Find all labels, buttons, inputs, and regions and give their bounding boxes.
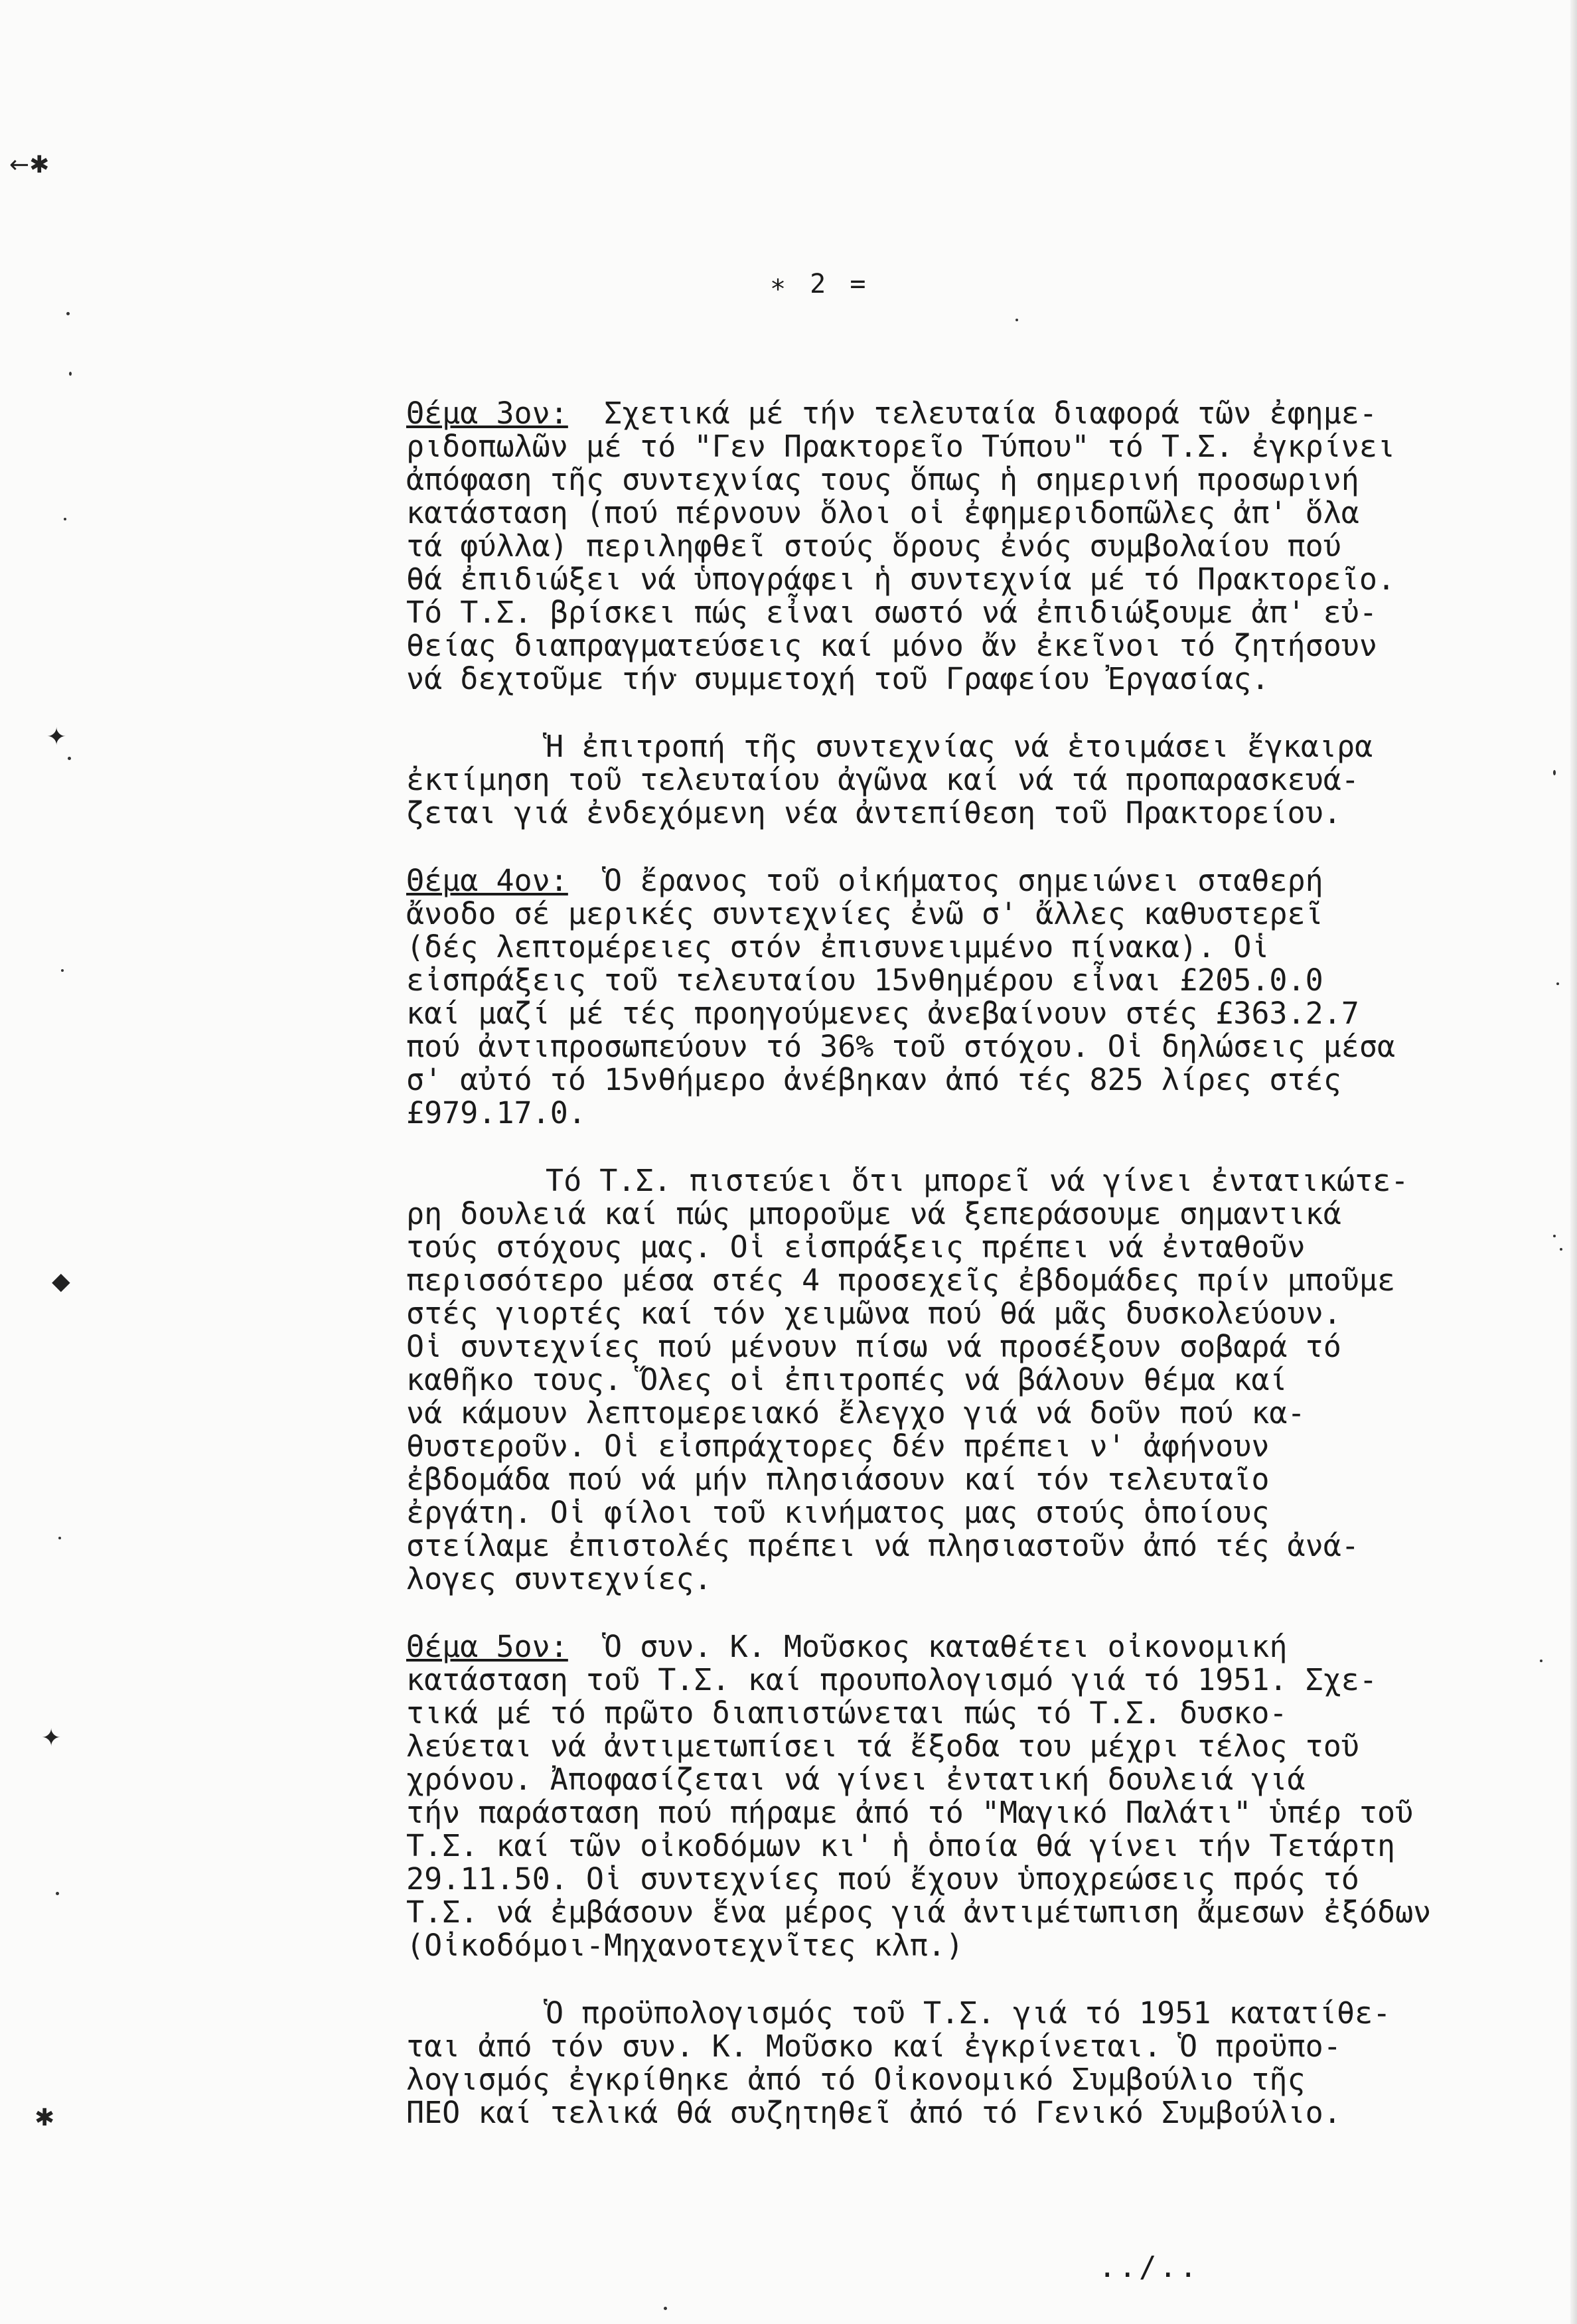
paragraph-line: θά ἐπιδιώξει νά ὑπογράφει ἡ συντεχνία μέ τό Πρακτορεῖο. — [406, 562, 1396, 597]
paragraph-line: Θέμα 5ον: Ὁ συν. Κ. Μοῦσκος καταθέτει οἰκονομική — [406, 1629, 1288, 1664]
paragraph-line: τήν παράσταση πού πήραμε ἀπό τό "Μαγικό Παλάτι" ὑπέρ τοῦ — [406, 1795, 1414, 1830]
paragraph-line: λογες συντεχνίες. — [406, 1561, 712, 1596]
margin-mark: ✦ — [41, 1725, 62, 1752]
paragraph-line: Ὁ προϋπολογισμός τοῦ Τ.Σ. γιά τό 1951 κατατίθε- — [546, 1995, 1391, 2031]
paragraph-line: 29.11.50. Οἱ συντεχνίες πού ἔχουν ὑποχρεώσεις πρός τό — [406, 1861, 1359, 1897]
paragraph-line: (Οἰκοδόμοι-Μηχανοτεχνῖτες κλπ.) — [406, 1928, 964, 1963]
page-number: ∗ 2 = — [770, 269, 870, 299]
paragraph-line: περισσότερο μέσα στές 4 προσεχεῖς ἐβδομάδες πρίν μποῦμε — [406, 1263, 1396, 1298]
paragraph-committee — [406, 730, 1554, 830]
paragraph-line: ζεται γιά ἐνδεχόμενη νέα ἀντεπίθεση τοῦ Πρακτορείου. — [406, 795, 1341, 830]
paragraph-line: (δές λεπτομέρειες στόν ἐπισυνειμμένο πίνακα). Οἱ — [406, 929, 1270, 965]
paragraph-line: νά δεχτοῦμε τήν συμμετοχή τοῦ Γραφείου Ἐργασίας. — [406, 661, 1270, 696]
paragraph-line: λεύεται νά ἀντιμετωπίσει τά ἔξοδα του μέχρι τέλος τοῦ — [406, 1729, 1359, 1764]
paragraph-line: ΠΕΟ καί τελικά θά συζητηθεῖ ἀπό τό Γενικό Συμβούλιο. — [406, 2095, 1341, 2130]
margin-mark: ←✱ — [9, 151, 50, 179]
paragraph-line: ἀπόφαση τῆς συντεχνίας τους ὅπως ἡ σημερινή προσωρινή — [406, 462, 1359, 497]
paragraph-line: τά φύλλα) περιληφθεῖ στούς ὅρους ἐνός συμβολαίου πού — [406, 528, 1341, 564]
paragraph-line: θυστεροῦν. Οἱ εἰσπράχτορες δέν πρέπει ν' ἀφήνουν — [406, 1429, 1270, 1464]
paragraph-line: θείας διαπραγματεύσεις καί μόνο ἄν ἐκεῖνοι τό ζητήσουν — [406, 628, 1377, 663]
paragraph-line: Θέμα 3ον: Σχετικά μέ τήν τελευταία διαφορά τῶν ἐφημε- — [406, 396, 1377, 431]
continuation-marker: ../.. — [1098, 2250, 1200, 2284]
paragraph-collections — [406, 1164, 1554, 1596]
paragraph-line: ἐκτίμηση τοῦ τελευταίου ἀγῶνα καί νά τά προπαρασκευά- — [406, 762, 1359, 797]
topic-heading: Θέμα 4ον: — [406, 863, 568, 898]
document-body — [406, 397, 1554, 2130]
paragraph-line: £979.17.0. — [406, 1095, 586, 1130]
paragraph-topic-3 — [406, 397, 1554, 696]
paragraph-line: ρη δουλειά καί πώς μποροῦμε νά ξεπεράσουμε σημαντικά — [406, 1196, 1341, 1231]
paragraph-line: σ' αὐτό τό 15νθήμερο ἀνέβηκαν ἀπό τές 825 λίρες στές — [406, 1062, 1341, 1097]
paper-edge-shadow — [1570, 0, 1577, 2324]
paragraph-line: ἐβδομάδα πού νά μήν πλησιάσουν καί τόν τελευταῖο — [406, 1462, 1270, 1497]
paragraph-line: στές γιορτές καί τόν χειμῶνα πού θά μᾶς δυσκολεύουν. — [406, 1296, 1341, 1331]
margin-mark: ✦ — [46, 724, 67, 751]
paragraph-line: Θέμα 4ον: Ὁ ἔρανος τοῦ οἰκήματος σημειώνει σταθερή — [406, 863, 1323, 898]
paragraph-line: τικά μέ τό πρῶτο διαπιστώνεται πώς τό Τ.Σ. δυσκο- — [406, 1695, 1288, 1731]
paragraph-line: κατάσταση (πού πέρνουν ὅλοι οἱ ἐφημεριδοπῶλες ἀπ' ὅλα — [406, 495, 1359, 530]
paragraph-line: ἄνοδο σέ μερικές συντεχνίες ἐνῶ σ' ἄλλες καθυστερεῖ — [406, 896, 1323, 931]
paragraph-line: καί μαζί μέ τές προηγούμενες ἀνεβαίνουν στές £363.2.7 — [406, 996, 1359, 1031]
paragraph-budget — [406, 1997, 1554, 2130]
paragraph-line: Τ.Σ. νά ἐμβάσουν ἕνα μέρος γιά ἀντιμέτωπιση ἄμεσων ἐξόδων — [406, 1895, 1432, 1930]
paragraph-line: νά κάμουν λεπτομερειακό ἔλεγχο γιά νά δοῦν πού κα- — [406, 1395, 1306, 1431]
paragraph-line: ται ἀπό τόν συν. Κ. Μοῦσκο καί ἐγκρίνεται. Ὁ προϋπο- — [406, 2029, 1341, 2064]
paragraph-line: χρόνου. Ἀποφασίζεται νά γίνει ἐντατική δουλειά γιά — [406, 1762, 1306, 1797]
paragraph-line: Τό Τ.Σ. πιστεύει ὅτι μπορεῖ νά γίνει ἐντατικώτε- — [546, 1163, 1409, 1198]
paragraph-topic-5 — [406, 1630, 1554, 1962]
paragraph-line: Τ.Σ. καί τῶν οἰκοδόμων κι' ἡ ὁποία θά γίνει τήν Τετάρτη — [406, 1828, 1396, 1863]
paragraph-line: Οἱ συντεχνίες πού μένουν πίσω νά προσέξουν σοβαρά τό — [406, 1329, 1341, 1364]
paragraph-line: εἰσπράξεις τοῦ τελευταίου 15νθημέρου εἶναι £205.0.0 — [406, 963, 1323, 998]
paragraph-line: Τό Τ.Σ. βρίσκει πώς εἶναι σωστό νά ἐπιδιώξουμε ἀπ' εὐ- — [406, 595, 1377, 630]
paragraph-line: κατάσταση τοῦ Τ.Σ. καί προυπολογισμό γιά τό 1951. Σχε- — [406, 1662, 1377, 1697]
paragraph-line: Ἡ ἐπιτροπή τῆς συντεχνίας νά ἑτοιμάσει ἔγκαιρα — [546, 729, 1373, 764]
margin-mark: ✱ — [35, 2104, 55, 2131]
paragraph-line: ἐργάτη. Οἱ φίλοι τοῦ κινήματος μας στούς ὁποίους — [406, 1495, 1270, 1530]
margin-mark: ◆ — [52, 1268, 70, 1295]
paragraph-line: καθῆκο τους. Ὅλες οἱ ἐπιτροπές νά βάλουν θέμα καί — [406, 1362, 1288, 1397]
paragraph-line: ριδοπωλῶν μέ τό "Γεν Πρακτορεῖο Τύπου" τό Τ.Σ. ἐγκρίνει — [406, 429, 1396, 464]
topic-heading: Θέμα 3ον: — [406, 396, 568, 431]
topic-heading: Θέμα 5ον: — [406, 1629, 568, 1664]
paragraph-line: τούς στόχους μας. Οἱ εἰσπράξεις πρέπει νά ἐνταθοῦν — [406, 1229, 1306, 1265]
paragraph-line: στείλαμε ἐπιστολές πρέπει νά πλησιαστοῦν ἀπό τές ἀνά- — [406, 1528, 1359, 1563]
paragraph-line: πού ἀντιπροσωπεύουν τό 36% τοῦ στόχου. Οἱ δηλώσεις μέσα — [406, 1029, 1396, 1064]
paragraph-line: λογισμός ἐγκρίθηκε ἀπό τό Οἰκονομικό Συμβούλιο τῆς — [406, 2062, 1306, 2097]
paragraph-topic-4 — [406, 864, 1554, 1130]
